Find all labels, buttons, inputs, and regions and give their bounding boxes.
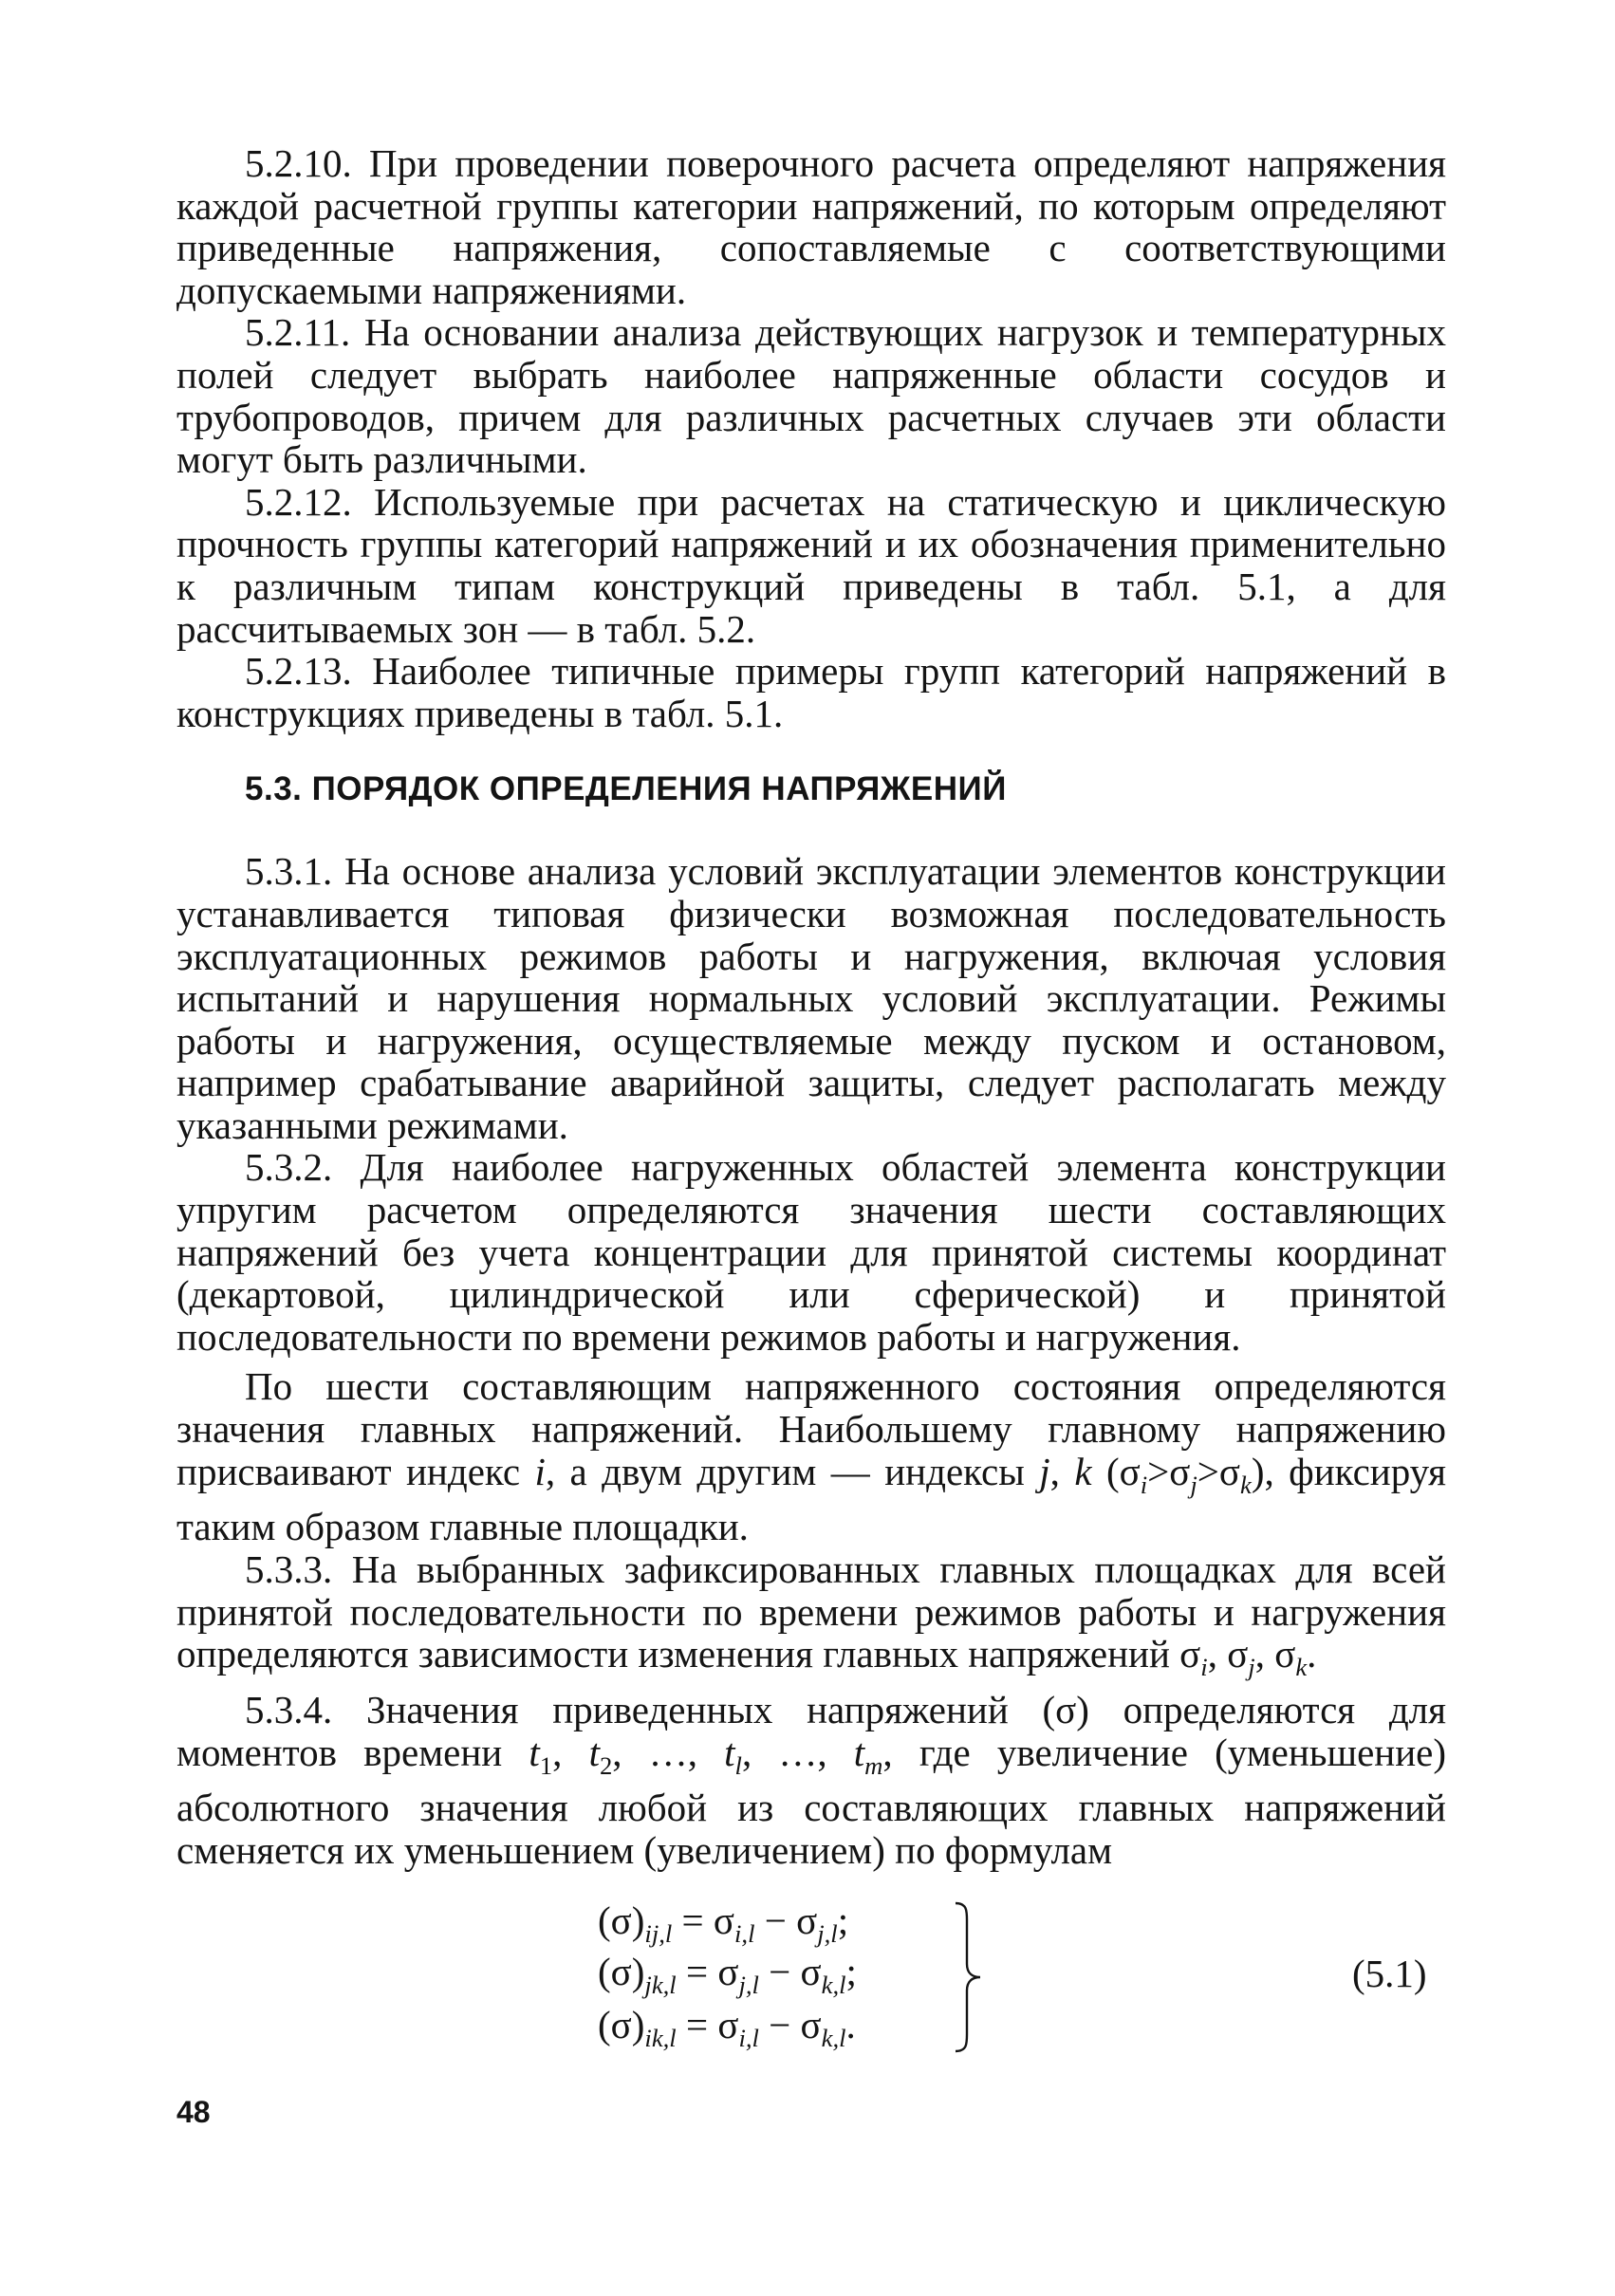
right-brace-icon (954, 1901, 982, 2053)
paragraph-5-3-2: 5.3.2. Для наиболее нагруженных областей элемента конструкции упругим расчетом определяются значения шести составляющих напряжений без учета концентрации для принятой системы координат (декартовой, цилиндрической или сферической) и принятой последовательности по времени режимов работы и нагружения. (176, 1145, 1446, 1359)
formula-5-1 (598, 1898, 1452, 2053)
paragraph-main-stresses: По шести составляющим напряженного состояния определяются значения главных напряжений. Наибольшему главному напряжению присваивают индекс i, а двум другим — индексы j, k $(\sigma_i>\sigma_j>\sigma_k)$, фиксируя таким образом главные площадки. (176, 1364, 1447, 1549)
section-heading: 5.3. ПОРЯДОК ОПРЕДЕЛЕНИЯ НАПРЯЖЕНИЙ (245, 770, 1007, 808)
equation-number: (5.1) (1352, 1952, 1427, 1995)
formula-line-jk: $(\sigma)_{jk,l} = \sigma_{j,l} - \sigma_{k,l}$; (598, 1950, 857, 2000)
page-body (176, 142, 1446, 1872)
paragraph-5-3-4: 5.3.4. Значения приведенных напряжений (σ) определяются для моментов времени $t_1$, $t_2$, …, $t_l$, …, $t_m$, где увеличение (уменьшение) абсолютного значения любой из составляющих главных напряжений сменяется их уменьшением (увеличением) по формулам (176, 1687, 1447, 1872)
paragraph-5-2-10: 5.2.10. При проведении поверочного расчета определяют напряжения каждой расчетной группы категории напряжений, по которым определяют приведенные напряжения, сопоставляемые с соответствующими допускаемыми напряжениями. (176, 141, 1446, 312)
formula-line-ij: $(\sigma)_{ij,l} = \sigma_{i,l} - \sigma_{j,l}$; (598, 1898, 849, 1949)
paragraph-5-3-3: 5.3.3. На выбранных зафиксированных главных площадках для всей принятой последовательности по времени режимов работы и нагружения определяются зависимости изменения главных напряжений $\sigma_i$, $\sigma_j$, $\sigma_k$. (176, 1547, 1446, 1682)
page-number: 48 (176, 2095, 211, 2129)
formula-line-ik: $(\sigma)_{ik,l} = \sigma_{i,l} - \sigma_{k,l}$. (598, 2003, 856, 2053)
paragraph-5-2-11: 5.2.11. На основании анализа действующих нагрузок и температурных полей следует выбрать наиболее напряженные области сосудов и трубопроводов, причем для различных расчетных случаев эти области могут быть различными. (176, 310, 1446, 482)
paragraph-5-2-13: 5.2.13. Наиболее типичные примеры групп категорий напряжений в конструкциях приведены в табл. 5.1. (176, 649, 1446, 735)
paragraph-5-2-12: 5.2.12. Используемые при расчетах на статическую и циклическую прочность группы категорий напряжений и их обозначения применительно к различным типам конструкций приведены в табл. 5.1, а для рассчитываемых зон — в табл. 5.2. (176, 479, 1446, 651)
paragraph-5-3-1: 5.3.1. На основе анализа условий эксплуатации элементов конструкции устанавливается типовая физически возможная последовательность эксплуатационных режимов работы и нагружения, включая условия испытаний и нарушения нормальных условий эксплуатации. Режимы работы и нагружения, осуществляемые между пуском и остановом, например срабатывание аварийной защиты, следует располагать между указанными режимами. (176, 849, 1446, 1147)
